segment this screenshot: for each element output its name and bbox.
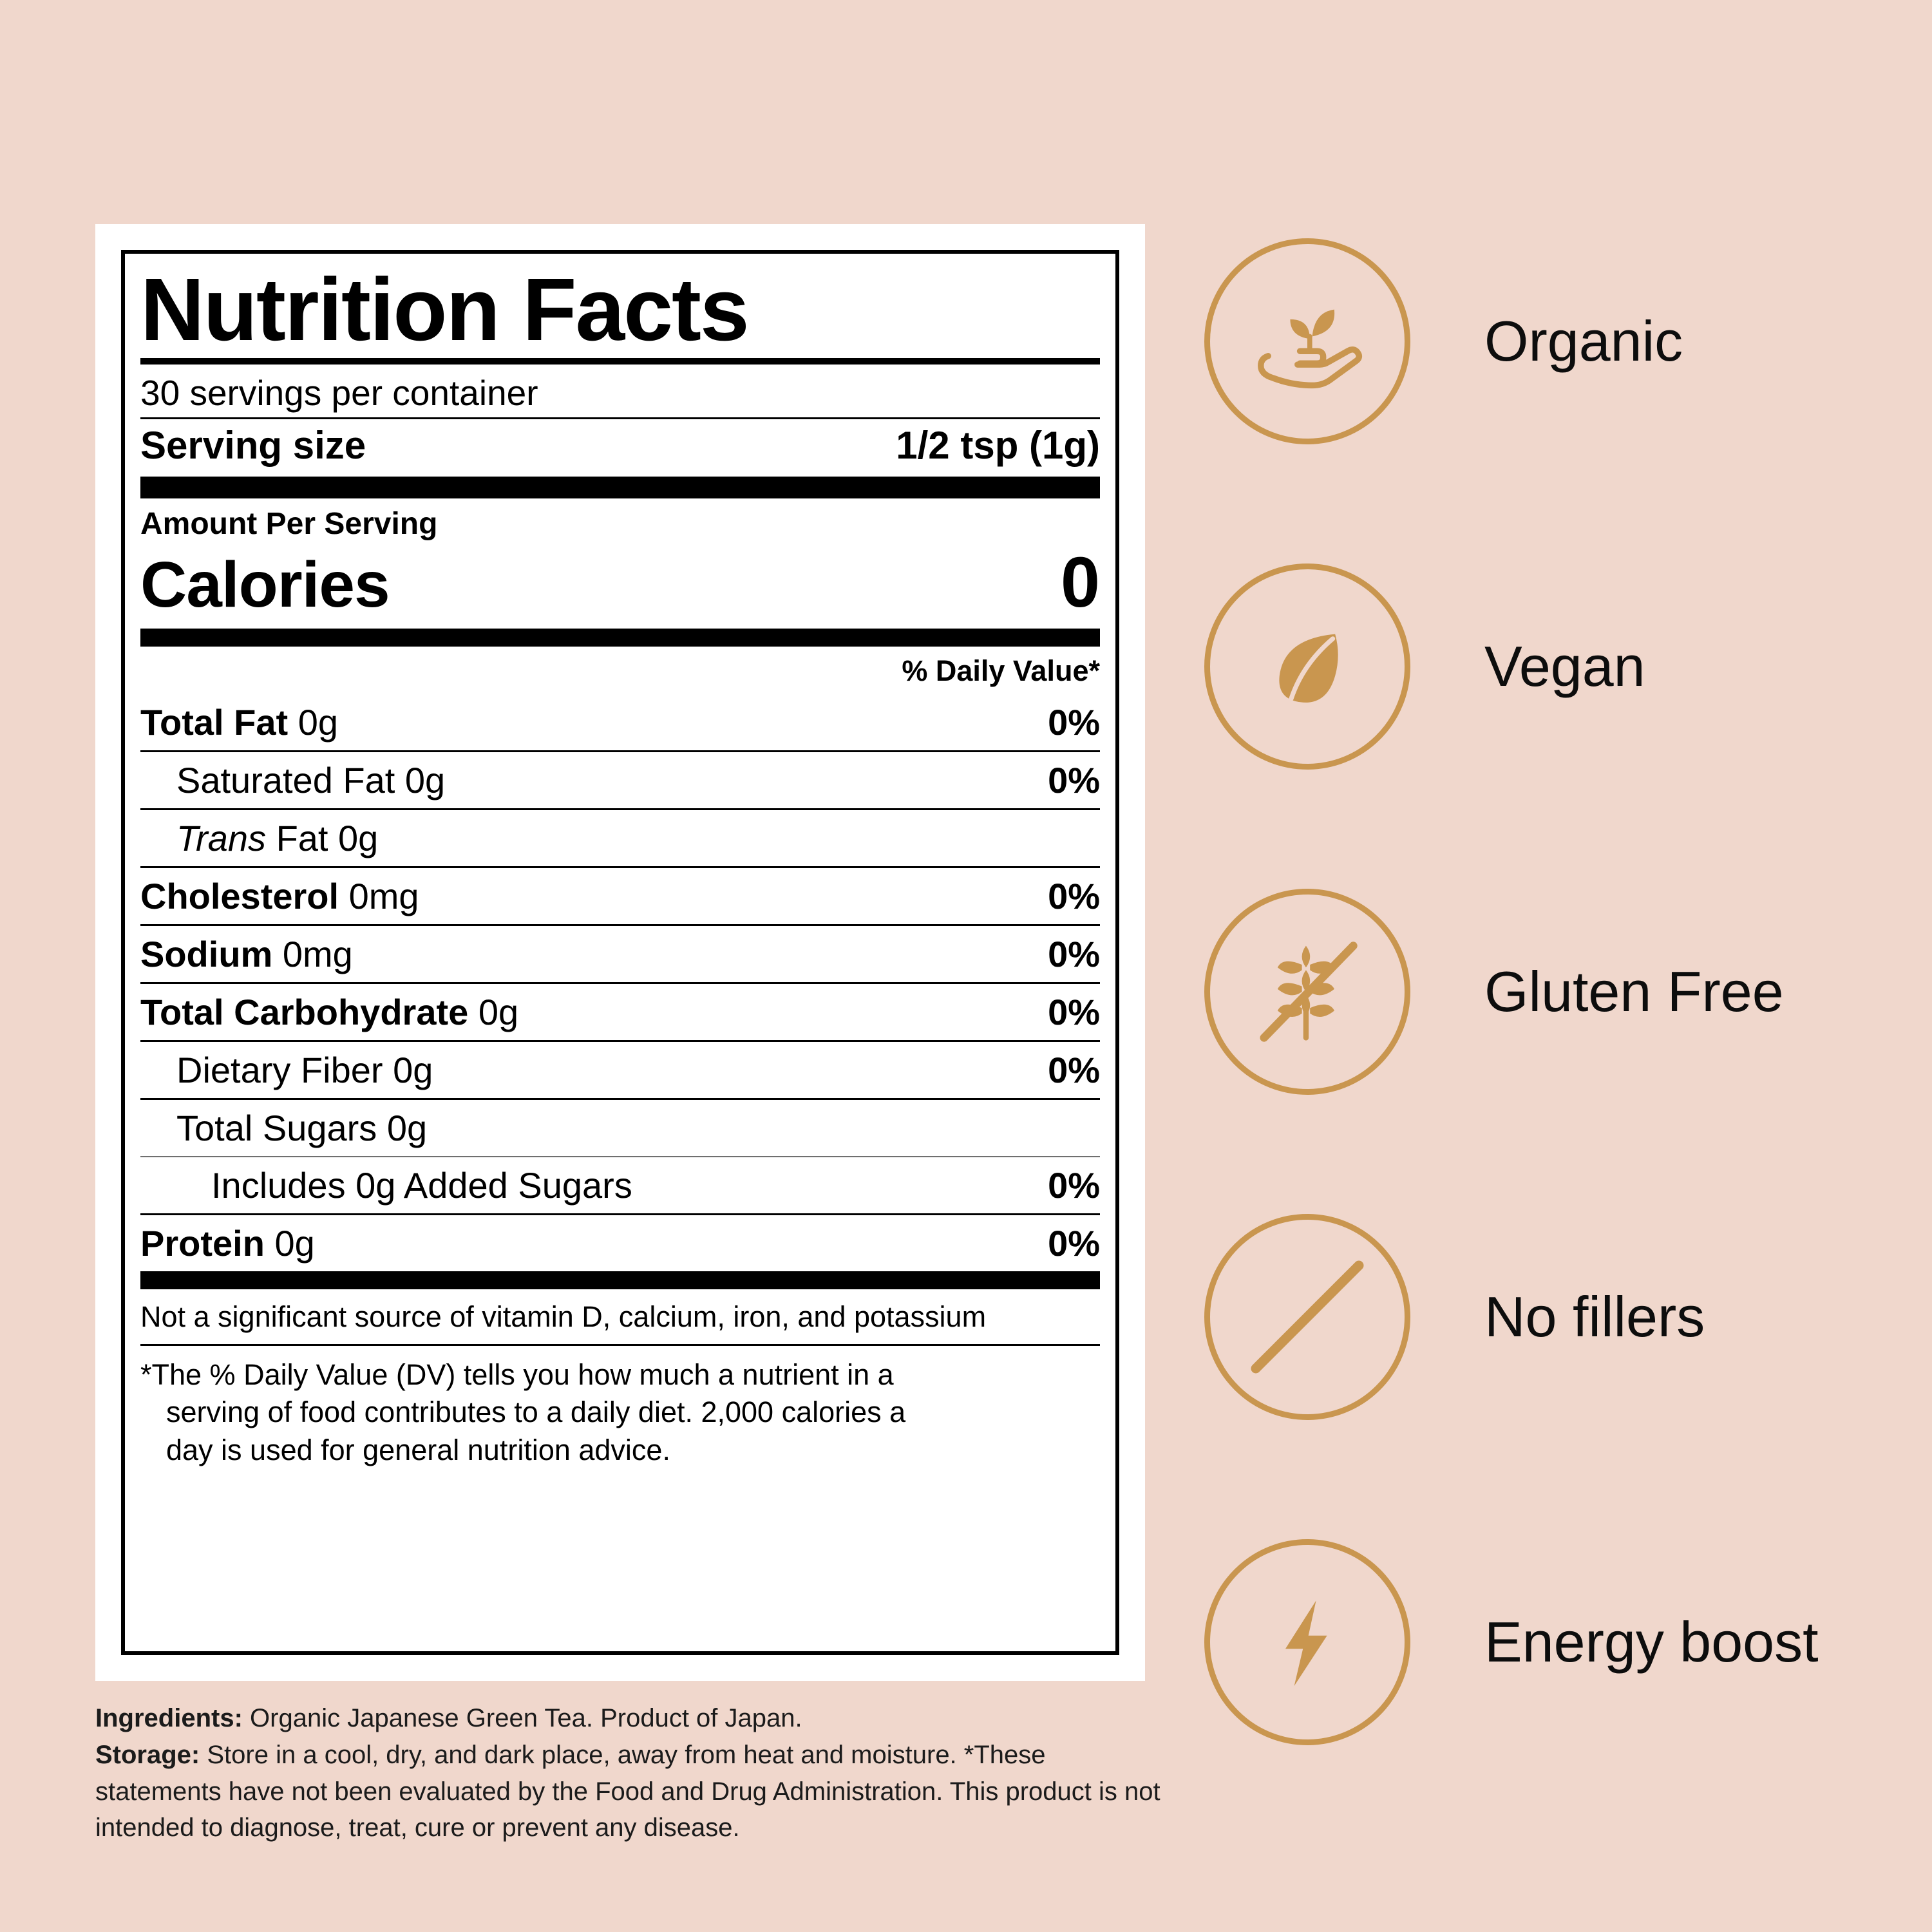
table-row [140,1100,1100,1157]
table-row [140,1157,1100,1215]
calories-row [140,542,1100,629]
calories-label: Calories [140,549,390,621]
ingredients-line [95,1700,1177,1737]
dv-footnote-line-3: day is used for general nutrition advice. [166,1433,670,1466]
nutrient-amount: 0g [298,702,339,743]
table-row [140,868,1100,926]
badge-gluten-free [1204,863,1868,1121]
feature-badges [1204,213,1868,1771]
table-row [140,1215,1100,1271]
nutrient-amount: Fat 0g [276,818,379,858]
nutrient-name [140,933,353,975]
table-row [140,752,1100,810]
nutrient-amount: 0g [478,992,519,1032]
nutrient-dv: 0% [1048,760,1100,800]
nutrient-name [140,1222,315,1264]
no-gluten-icon [1204,889,1410,1095]
daily-value-footnote [140,1346,1100,1470]
nutrient-name: Dietary Fiber 0g [176,1050,433,1090]
table-row [140,984,1100,1042]
nutrient-name-italic: Trans [176,818,266,858]
badge-label: Energy boost [1484,1609,1819,1674]
lightning-bolt-icon [1204,1539,1410,1745]
nutrition-facts-title: Nutrition Facts [140,260,748,359]
ingredients-label: Ingredients: [95,1704,243,1732]
nutrient-amount: 0g [274,1223,315,1264]
badge-label: Organic [1484,308,1683,373]
badge-label: No fillers [1484,1284,1705,1349]
divider-thick [140,629,1100,647]
not-significant-source-note: Not a significant source of vitamin D, calcium, iron, and potassium [140,1289,1100,1346]
prohibited-icon [1204,1214,1410,1420]
divider-thick [140,477,1100,498]
badge-no-fillers [1204,1188,1868,1446]
nutrient-name [140,875,419,917]
nutrient-dv: 0% [1048,876,1100,916]
storage-label: Storage: [95,1740,200,1769]
servings-per-container: 30 servings per container [140,373,538,413]
calories-value: 0 [1060,543,1100,622]
storage-text: Store in a cool, dry, and dark place, away from heat and moisture. *These statements have not been evaluated by the Food and Drug Administration. This product is not intended to diagnose, treat, cure or prevent any disease. [95,1740,1160,1842]
badge-organic [1204,213,1868,470]
nutrient-dv: 0% [1048,934,1100,974]
ingredients-block [95,1700,1177,1846]
table-row [140,694,1100,752]
nutrient-amount: 0mg [282,934,353,974]
storage-line [95,1737,1177,1846]
nutrient-name: Total Sugars 0g [176,1108,428,1148]
badge-label: Vegan [1484,634,1645,698]
nutrient-name-bold: Total Carbohydrate [140,992,469,1032]
nutrient-name [140,701,338,743]
badge-energy-boost [1204,1513,1868,1771]
table-row [140,810,1100,868]
table-row [140,926,1100,984]
badge-label: Gluten Free [1484,959,1784,1023]
daily-value-header: % Daily Value* [902,654,1100,687]
nutrient-dv: 0% [1048,992,1100,1032]
nutrient-name: Includes 0g Added Sugars [211,1165,632,1206]
nutrient-dv: 0% [1048,1165,1100,1206]
nutrient-amount: 0mg [348,876,419,916]
serving-size-row [140,419,1100,477]
nutrient-name-bold: Protein [140,1223,265,1264]
divider-thick [140,1271,1100,1289]
serving-size-value: 1/2 tsp (1g) [896,424,1100,467]
amount-per-serving-label: Amount Per Serving [140,507,438,541]
nutrient-name-bold: Sodium [140,934,273,974]
nutrition-facts-border [121,250,1119,1655]
nutrition-facts-panel [95,224,1145,1681]
nutrient-dv: 0% [1048,702,1100,743]
nutrient-dv: 0% [1048,1050,1100,1090]
hand-plant-icon [1204,238,1410,444]
badge-vegan [1204,538,1868,795]
dv-footnote-line-2: serving of food contributes to a daily diet. 2,000 calories a [166,1396,906,1429]
ingredients-text: Organic Japanese Green Tea. Product of Japan. [250,1704,802,1732]
nutrient-name [176,817,378,859]
nutrient-dv: 0% [1048,1223,1100,1264]
table-row [140,1042,1100,1100]
nutrient-name: Saturated Fat 0g [176,760,446,800]
serving-size-label: Serving size [140,424,366,467]
leaf-icon [1204,564,1410,770]
nutrient-name [140,991,518,1033]
nutrient-name-bold: Total Fat [140,702,289,743]
nutrient-name-bold: Cholesterol [140,876,339,916]
dv-footnote-line-1: *The % Daily Value (DV) tells you how much a nutrient in a [140,1358,894,1391]
